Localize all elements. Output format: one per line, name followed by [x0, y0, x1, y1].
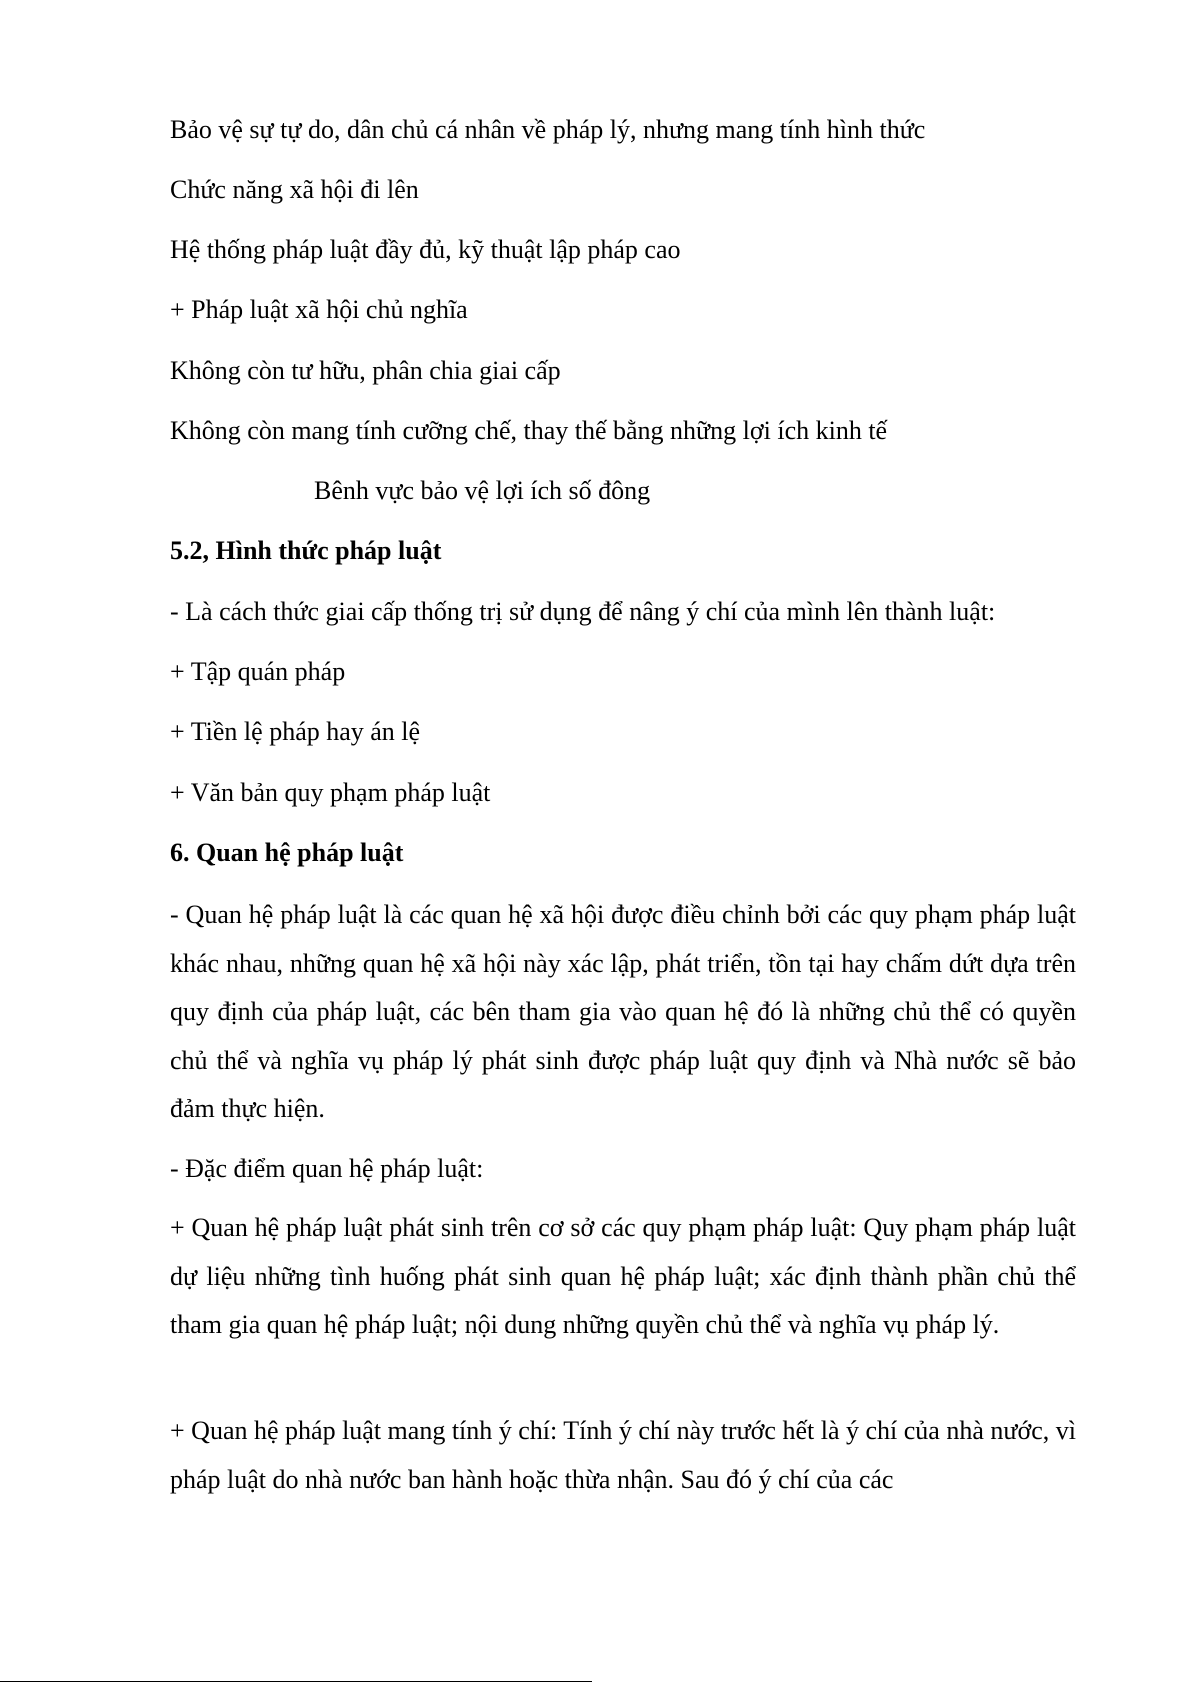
heading-6: 6. Quan hệ pháp luật — [170, 838, 404, 867]
footnote-divider — [0, 1681, 592, 1682]
features-intro: - Đặc điểm quan hệ pháp luật: — [170, 1154, 484, 1183]
heading-5-2: 5.2, Hình thức pháp luật — [170, 536, 442, 565]
text-line-social-function: Chức năng xã hội đi lên — [170, 175, 419, 204]
text-line-socialist-law: + Pháp luật xã hội chủ nghĩa — [170, 295, 468, 324]
list-item-normative-document: + Văn bản quy phạm pháp luật — [170, 778, 491, 807]
list-item-customary-law: + Tập quán pháp — [170, 657, 346, 686]
paragraph-feature-2: + Quan hệ pháp luật mang tính ý chí: Tính ý chí này trước hết là ý chí của nhà nước, vì pháp luật do nhà nước ban hành hoặc thừa nhận. Sau đó ý chí của các — [170, 1416, 1076, 1494]
section-5-2-intro: - Là cách thức giai cấp thống trị sử dụng để nâng ý chí của mình lên thành luật: — [170, 597, 996, 626]
text-line-no-coercion: Không còn mang tính cưỡng chế, thay thế bằng những lợi ích kinh tế — [170, 416, 888, 445]
text-line-protect-majority: Bênh vực bảo vệ lợi ích số đông — [314, 476, 651, 505]
text-line-legal-freedom: Bảo vệ sự tự do, dân chủ cá nhân về pháp lý, nhưng mang tính hình thức — [170, 115, 926, 144]
list-item-precedent: + Tiền lệ pháp hay án lệ — [170, 717, 421, 746]
paragraph-definition: - Quan hệ pháp luật là các quan hệ xã hội được điều chỉnh bởi các quy phạm pháp luật khác nhau, những quan hệ xã hội này xác lập, phát triển, tồn tại hay chấm dứt dựa trên quy định của pháp luật, các bên tham gia vào quan hệ đó là những chủ thể có quyền chủ thể và nghĩa vụ pháp lý phát sinh được pháp luật quy định và Nhà nước sẽ bảo đảm thực hiện. — [170, 900, 1076, 1123]
text-line-legal-system: Hệ thống pháp luật đầy đủ, kỹ thuật lập pháp cao — [170, 235, 681, 264]
text-line-no-private-ownership: Không còn tư hữu, phân chia giai cấp — [170, 356, 561, 385]
paragraph-feature-1: + Quan hệ pháp luật phát sinh trên cơ sở các quy phạm pháp luật: Quy phạm pháp luật dự liệu những tình huống phát sinh quan hệ pháp luật; xác định thành phần chủ thể tham gia quan hệ pháp luật; nội dung những quyền chủ thể và nghĩa vụ pháp lý. — [170, 1213, 1076, 1339]
